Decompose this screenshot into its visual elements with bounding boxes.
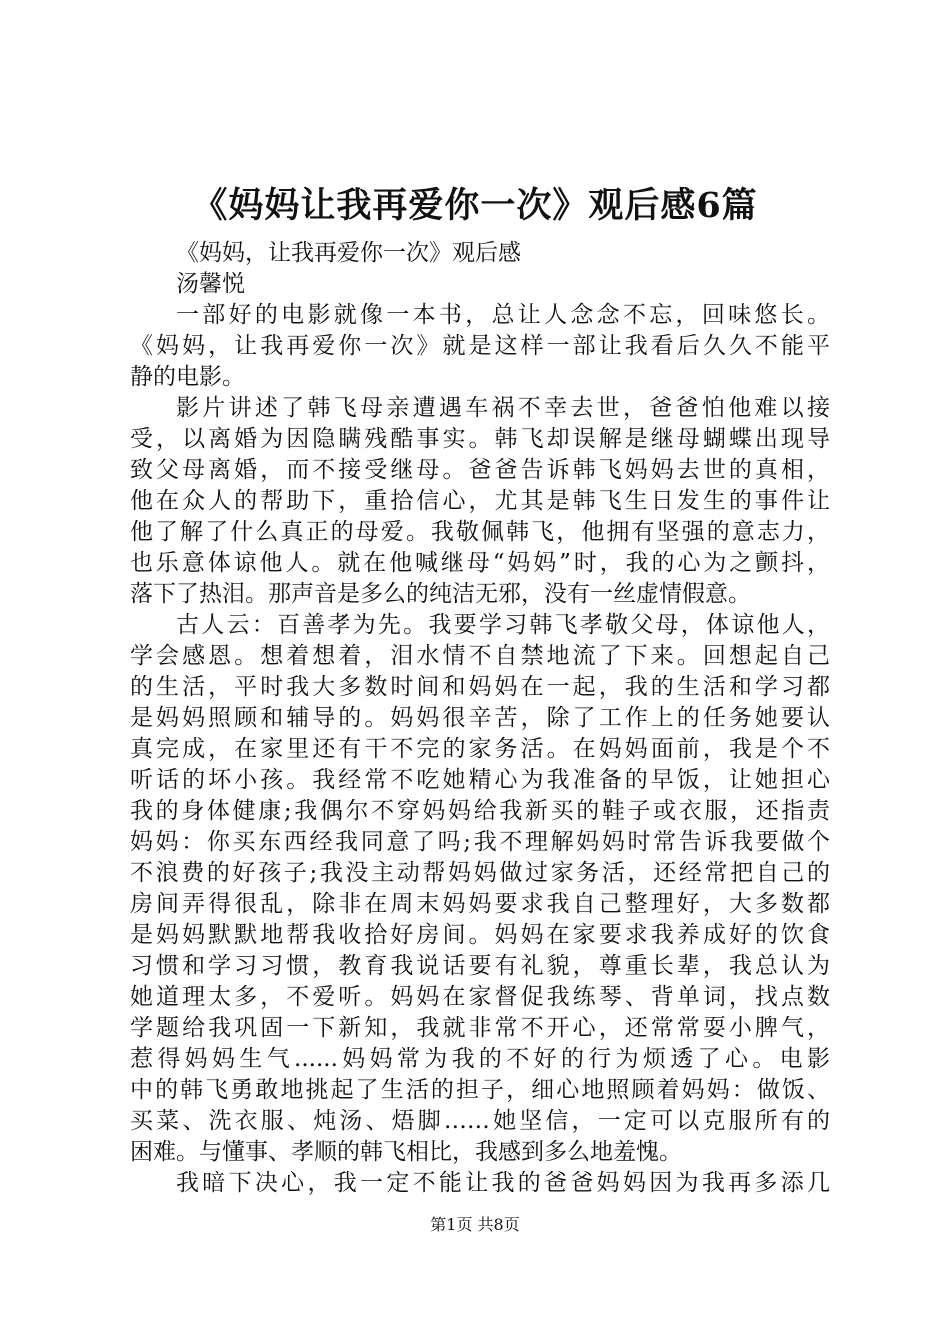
text-line: 买菜、洗衣服、炖汤、焐脚……她坚信，一定可以克服所有的 — [130, 1108, 830, 1134]
text-line: 落下了热泪。那声音是多么的纯洁无邪，没有一丝虚情假意。 — [130, 581, 751, 607]
text-line: 学会感恩。想着想着，泪水情不自禁地流了下来。回想起自己 — [130, 643, 830, 669]
text-line: 《妈妈，让我再爱你一次》就是这样一部让我看后久久不能平 — [130, 333, 830, 359]
text-line: 也乐意体谅他人。就在他喊继母“妈妈”时，我的心为之颤抖， — [130, 550, 830, 576]
text-line: 我暗下决心，我一定不能让我的爸爸妈妈因为我再多添几 — [176, 1170, 830, 1196]
text-line: 影片讲述了韩飞母亲遭遇车祸不幸去世，爸爸怕他难以接 — [176, 395, 830, 421]
text-line: 我的身体健康;我偶尔不穿妈妈给我新买的鞋子或衣服，还指责 — [130, 798, 830, 824]
text-line: 中的韩飞勇敢地挑起了生活的担子，细心地照顾着妈妈：做饭、 — [130, 1077, 830, 1103]
text-line: 致父母离婚，而不接受继母。爸爸告诉韩飞妈妈去世的真相， — [130, 457, 830, 483]
text-line: 古人云：百善孝为先。我要学习韩飞孝敬父母，体谅他人， — [176, 612, 830, 638]
text-line: 真完成，在家里还有干不完的家务活。在妈妈面前，我是个不 — [130, 736, 830, 762]
text-line: 困难。与懂事、孝顺的韩飞相比，我感到多么地羞愧。 — [130, 1139, 682, 1165]
page-number: 第1页 共8页 — [430, 1215, 520, 1234]
text-line: 她道理太多，不爱听。妈妈在家督促我练琴、背单词，找点数 — [130, 984, 830, 1010]
text-line: 听话的坏小孩。我经常不吃她精心为我准备的早饭，让她担心 — [130, 767, 830, 793]
text-line: 房间弄得很乱，除非在周末妈妈要求我自己整理好，大多数都 — [130, 891, 830, 917]
text-line: 受，以离婚为因隐瞒残酷事实。韩飞却误解是继母蝴蝶出现导 — [130, 426, 830, 452]
subtitle-line: 《妈妈，让我再爱你一次》观后感 — [176, 240, 521, 266]
text-line: 学题给我巩固一下新知，我就非常不开心，还常常耍小脾气， — [130, 1015, 830, 1041]
text-line: 他了解了什么真正的母爱。我敬佩韩飞，他拥有坚强的意志力， — [130, 519, 830, 545]
document-title: 《妈妈让我再爱你一次》观后感6篇 — [192, 185, 758, 226]
text-line: 静的电影。 — [130, 364, 245, 390]
text-line: 惹得妈妈生气......妈妈常为我的不好的行为烦透了心。电影 — [130, 1046, 830, 1072]
author-line: 汤馨悦 — [176, 271, 245, 297]
text-line: 他在众人的帮助下，重拾信心，尤其是韩飞生日发生的事件让 — [130, 488, 830, 514]
text-line: 妈妈：你买东西经我同意了吗;我不理解妈妈时常告诉我要做个 — [130, 829, 830, 855]
page-footer — [0, 1213, 950, 1237]
text-line: 是妈妈照顾和辅导的。妈妈很辛苦，除了工作上的任务她要认 — [130, 705, 830, 731]
document-body — [130, 238, 830, 1199]
text-line: 是妈妈默默地帮我收拾好房间。妈妈在家要求我养成好的饮食 — [130, 922, 830, 948]
text-line: 不浪费的好孩子;我没主动帮妈妈做过家务活，还经常把自己的 — [130, 860, 830, 886]
text-line: 习惯和学习习惯，教育我说话要有礼貌，尊重长辈，我总认为 — [130, 953, 830, 979]
text-line: 一部好的电影就像一本书，总让人念念不忘，回味悠长。 — [176, 302, 830, 328]
text-line: 的生活，平时我大多数时间和妈妈在一起，我的生活和学习都 — [130, 674, 830, 700]
